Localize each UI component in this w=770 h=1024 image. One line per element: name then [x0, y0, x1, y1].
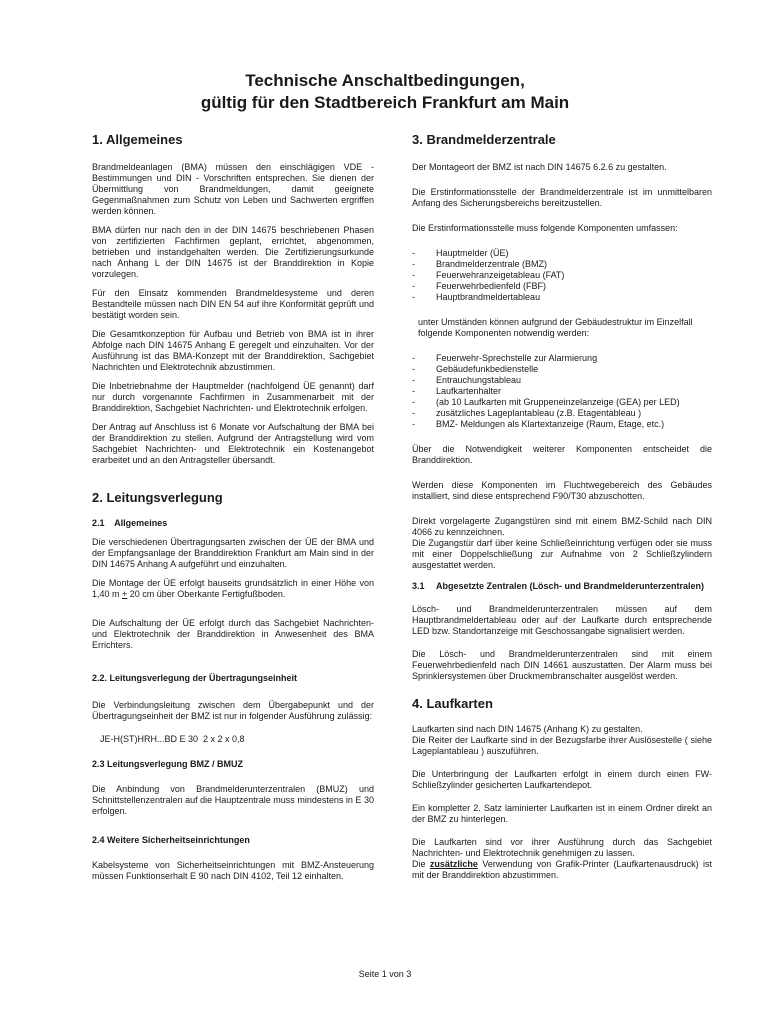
section-4-paragraph-4: [412, 837, 712, 881]
section-2-3-paragraph-1: Die Anbindung von Brandmelderunterzentralen (BMUZ) und Schnittstellenzentralen auf die Hauptzentrale muss mindestens in E 30 erfolgen.: [92, 784, 374, 816]
right-column: [412, 132, 712, 889]
laufkarten-approval-text: Die Laufkarten sind vor ihrer Ausführung durch das Sachgebiet Nachrichten- und Elektrotechnik genehmigen zu lassen. Die: [412, 837, 712, 869]
section-2-4-heading: 2.4 Weitere Sicherheitseinrichtungen: [92, 835, 250, 845]
section-3-paragraph-1: Der Montageort der BMZ ist nach DIN 14675 6.2.6 zu gestalten.: [412, 162, 667, 172]
section-3-paragraph-5: Über die Notwendigkeit weiterer Komponenten entscheidet die Branddirektion.: [412, 444, 712, 465]
section-3-1-heading: [412, 581, 712, 592]
section-3-paragraph-7: Direkt vorgelagerte Zugangstüren sind mit einem BMZ-Schild nach DIN 4066 zu kennzeichnen. Die Zugangstür darf über keine Schließeinrichtung verfügen oder sie muss mit einer Doppelschließung zur Aufnahme von 2 Schließzylindern ausgestattet werden.: [412, 516, 712, 570]
mounting-height-text: Die Montage der ÜE erfolgt bauseits grundsätzlich in einer Höhe von 1,40 m: [92, 578, 374, 599]
section-3-paragraph-4: unter Umständen können aufgrund der Gebäudestruktur im Einzelfall folgende Komponenten notwendig werden:: [418, 317, 693, 338]
optional-components-list: [412, 353, 712, 430]
mounting-height-tolerance: 20 cm über Oberkante Fertigfußboden.: [127, 589, 286, 599]
title-line-1: Technische Anschaltbedingungen,: [245, 71, 525, 90]
section-3-paragraph-2: Die Erstinformationsstelle der Brandmelderzentrale ist im unmittelbaren Anfang des Sicherungsbereichs bereitzustellen.: [412, 187, 712, 208]
section-2-1-paragraph-2: [92, 578, 374, 600]
section-2-2-paragraph-1: Die Verbindungsleitung zwischen dem Übergabepunkt und der Übertragungseinheit der BMZ ist nur in folgender Ausführung zulässig:: [92, 700, 374, 721]
list-item: - Brandmelderzentrale (BMZ): [412, 259, 548, 269]
section-1-paragraph-1: Brandmeldeanlagen (BMA) müssen den einschlägigen VDE - Bestimmungen und DIN - Vorschriften entsprechen. Sie dienen der Übermittlung von Brandmeldungen, damit geeignete Gegenmaßnahmen zum Schutz von Leben und Sachwerten ergriffen werden können.: [92, 162, 374, 216]
plus-minus-sign: +: [122, 589, 128, 599]
list-item: - Hauptbrandmeldertableau: [412, 292, 541, 302]
section-1-paragraph-5: Die Inbetriebnahme der Hauptmelder (nachfolgend ÜE genannt) darf nur durch vorgenannte Fachfirmen in Zusammenarbeit mit der Branddirektion, Sachgebiet Nachrichten- und Elektrotechnik erfolgen.: [92, 381, 374, 413]
emphasis-zusaetzliche: zusätzliche: [429, 859, 478, 869]
section-2-1-paragraph-1: Die verschiedenen Übertragungsarten zwischen der ÜE der BMA und der Empfangsanlage der Branddirektion Frankfurt am Main sind in der DIN 14675 Anhang A aufgeführt und einzuhalten.: [92, 537, 374, 569]
section-3-heading: 3. Brandmelderzentrale: [412, 132, 556, 147]
section-4-paragraph-1: Laufkarten sind nach DIN 14675 (Anhang K) zu gestalten. Die Reiter der Laufkarte sind in der Bezugsfarbe ihrer Auslösestelle ( siehe Lageplantableau ) auszuführen.: [412, 724, 712, 756]
list-item: - BMZ- Meldungen als Klartextanzeige (Raum, Etage, etc.): [412, 419, 665, 429]
section-3-1-number: 3.1: [412, 581, 425, 591]
grafik-printer-text: Verwendung von Grafik-Printer (Laufkartenausdruck) ist mit der Branddirektion abzustimmen.: [412, 859, 712, 880]
section-2-heading: 2. Leitungsverlegung: [92, 490, 223, 505]
required-components-list: [412, 248, 712, 303]
section-2-2-heading: 2.2. Leitungsverlegung der Übertragungseinheit: [92, 673, 298, 683]
section-1-heading: 1. Allgemeines: [92, 132, 183, 147]
title-line-2: gültig für den Stadtbereich Frankfurt am Main: [200, 93, 570, 112]
section-3-1-paragraph-2: Die Lösch- und Brandmelderunterzentralen sind mit einem Feuerwehrbedienfeld nach DIN 14661 auszustatten. Der Alarm muss bei Sprinklersystemen über Druckmembranschalter ausgelöst werden.: [412, 649, 712, 681]
section-2-3-heading: 2.3 Leitungsverlegung BMZ / BMUZ: [92, 759, 244, 769]
left-column: [92, 132, 374, 890]
section-2-4-paragraph-1: Kabelsysteme von Sicherheitseinrichtungen mit BMZ-Ansteuerung müssen Funktionserhalt E 90 nach DIN 4102, Teil 12 einhalten.: [92, 860, 374, 881]
page-number: Seite 1 von 3: [358, 969, 412, 979]
section-3-1-paragraph-1: Lösch- und Brandmelderunterzentralen müssen auf dem Hauptbrandmeldertableau oder auf der Laufkarte durch entsprechende LED bzw. Standortanzeige mit Geschossangabe signalisiert werden.: [412, 604, 712, 636]
list-item: - (ab 10 Laufkarten mit Gruppeneinzelanzeige (GEA) per LED): [412, 397, 680, 407]
list-item: - Feuerwehranzeigetableau (FAT): [412, 270, 565, 280]
section-4-paragraph-3: Ein kompletter 2. Satz laminierter Laufkarten ist in einem Ordner direkt an der BMZ zu hinterlegen.: [412, 803, 712, 824]
section-3-paragraph-6: Werden diese Komponenten im Fluchtwegebereich des Gebäudes installiert, sind diese entsprechend F90/T30 abzuschotten.: [412, 480, 712, 501]
cable-type: JE-H(ST)HRH...BD E 30 2 x 2 x 0,8: [100, 734, 245, 744]
list-item: - Entrauchungstableau: [412, 375, 522, 385]
section-4-paragraph-2: Die Unterbringung der Laufkarten erfolgt in einem durch einen FW- Schließzylinder gesicherten Laufkartendepot.: [412, 769, 712, 790]
document-title: [0, 70, 770, 114]
list-item: - Hauptmelder (ÜE): [412, 248, 509, 258]
section-1-paragraph-3: Für den Einsatz kommenden Brandmeldesysteme und deren Bestandteile müssen nach DIN EN 54 auf ihre Konformität geprüft und bestätigt worden sein.: [92, 288, 374, 320]
section-1-paragraph-6: Der Antrag auf Anschluss ist 6 Monate vor Aufschaltung der BMA bei der Branddirektion zu stellen. Aufgrund der Antragstellung wird vom Sachgebiet Nachrichten- und Elektrotechnik ein Kostenangebot erarbeitet und an den Antragsteller übersandt.: [92, 422, 374, 465]
list-item: - Feuerwehrbedienfeld (FBF): [412, 281, 547, 291]
section-1-paragraph-4: Die Gesamtkonzeption für Aufbau und Betrieb von BMA ist in ihrer Abfolge nach DIN 14675 Anhang E geregelt und einzuhalten. Vor der Ausführung ist das BMA-Konzept mit der Branddirektion, Sachgebiet Nachrichten und Elektrotechnik abzustimmen.: [92, 329, 374, 372]
section-3-paragraph-3: Die Erstinformationsstelle muss folgende Komponenten umfassen:: [412, 223, 678, 233]
list-item: - Feuerwehr-Sprechstelle zur Alarmierung: [412, 353, 598, 363]
section-2-1-paragraph-3: Die Aufschaltung der ÜE erfolgt durch das Sachgebiet Nachrichten- und Elektrotechnik der Branddirektion in Anwesenheit des BMA Errichters.: [92, 618, 374, 650]
section-2-1-heading: 2.1 Allgemeines: [92, 518, 168, 528]
section-3-1-title: Abgesetzte Zentralen (Lösch- und Brandmelderunterzentralen): [436, 581, 705, 591]
section-4-heading: 4. Laufkarten: [412, 696, 493, 711]
list-item: - Gebäudefunkbedienstelle: [412, 364, 539, 374]
list-item: - Laufkartenhalter: [412, 386, 502, 396]
list-item: - zusätzliches Lageplantableau (z.B. Etagentableau ): [412, 408, 642, 418]
section-1-paragraph-2: BMA dürfen nur nach den in der DIN 14675 beschriebenen Phasen von zertifizierten Fachfirmen geplant, errichtet, abgenommen, betrieben und instandgehalten werden. Die Zertifizierungsurkunde nach Anhang L der DIN 14675 ist der Branddirektion in Kopie vorzulegen.: [92, 225, 374, 279]
